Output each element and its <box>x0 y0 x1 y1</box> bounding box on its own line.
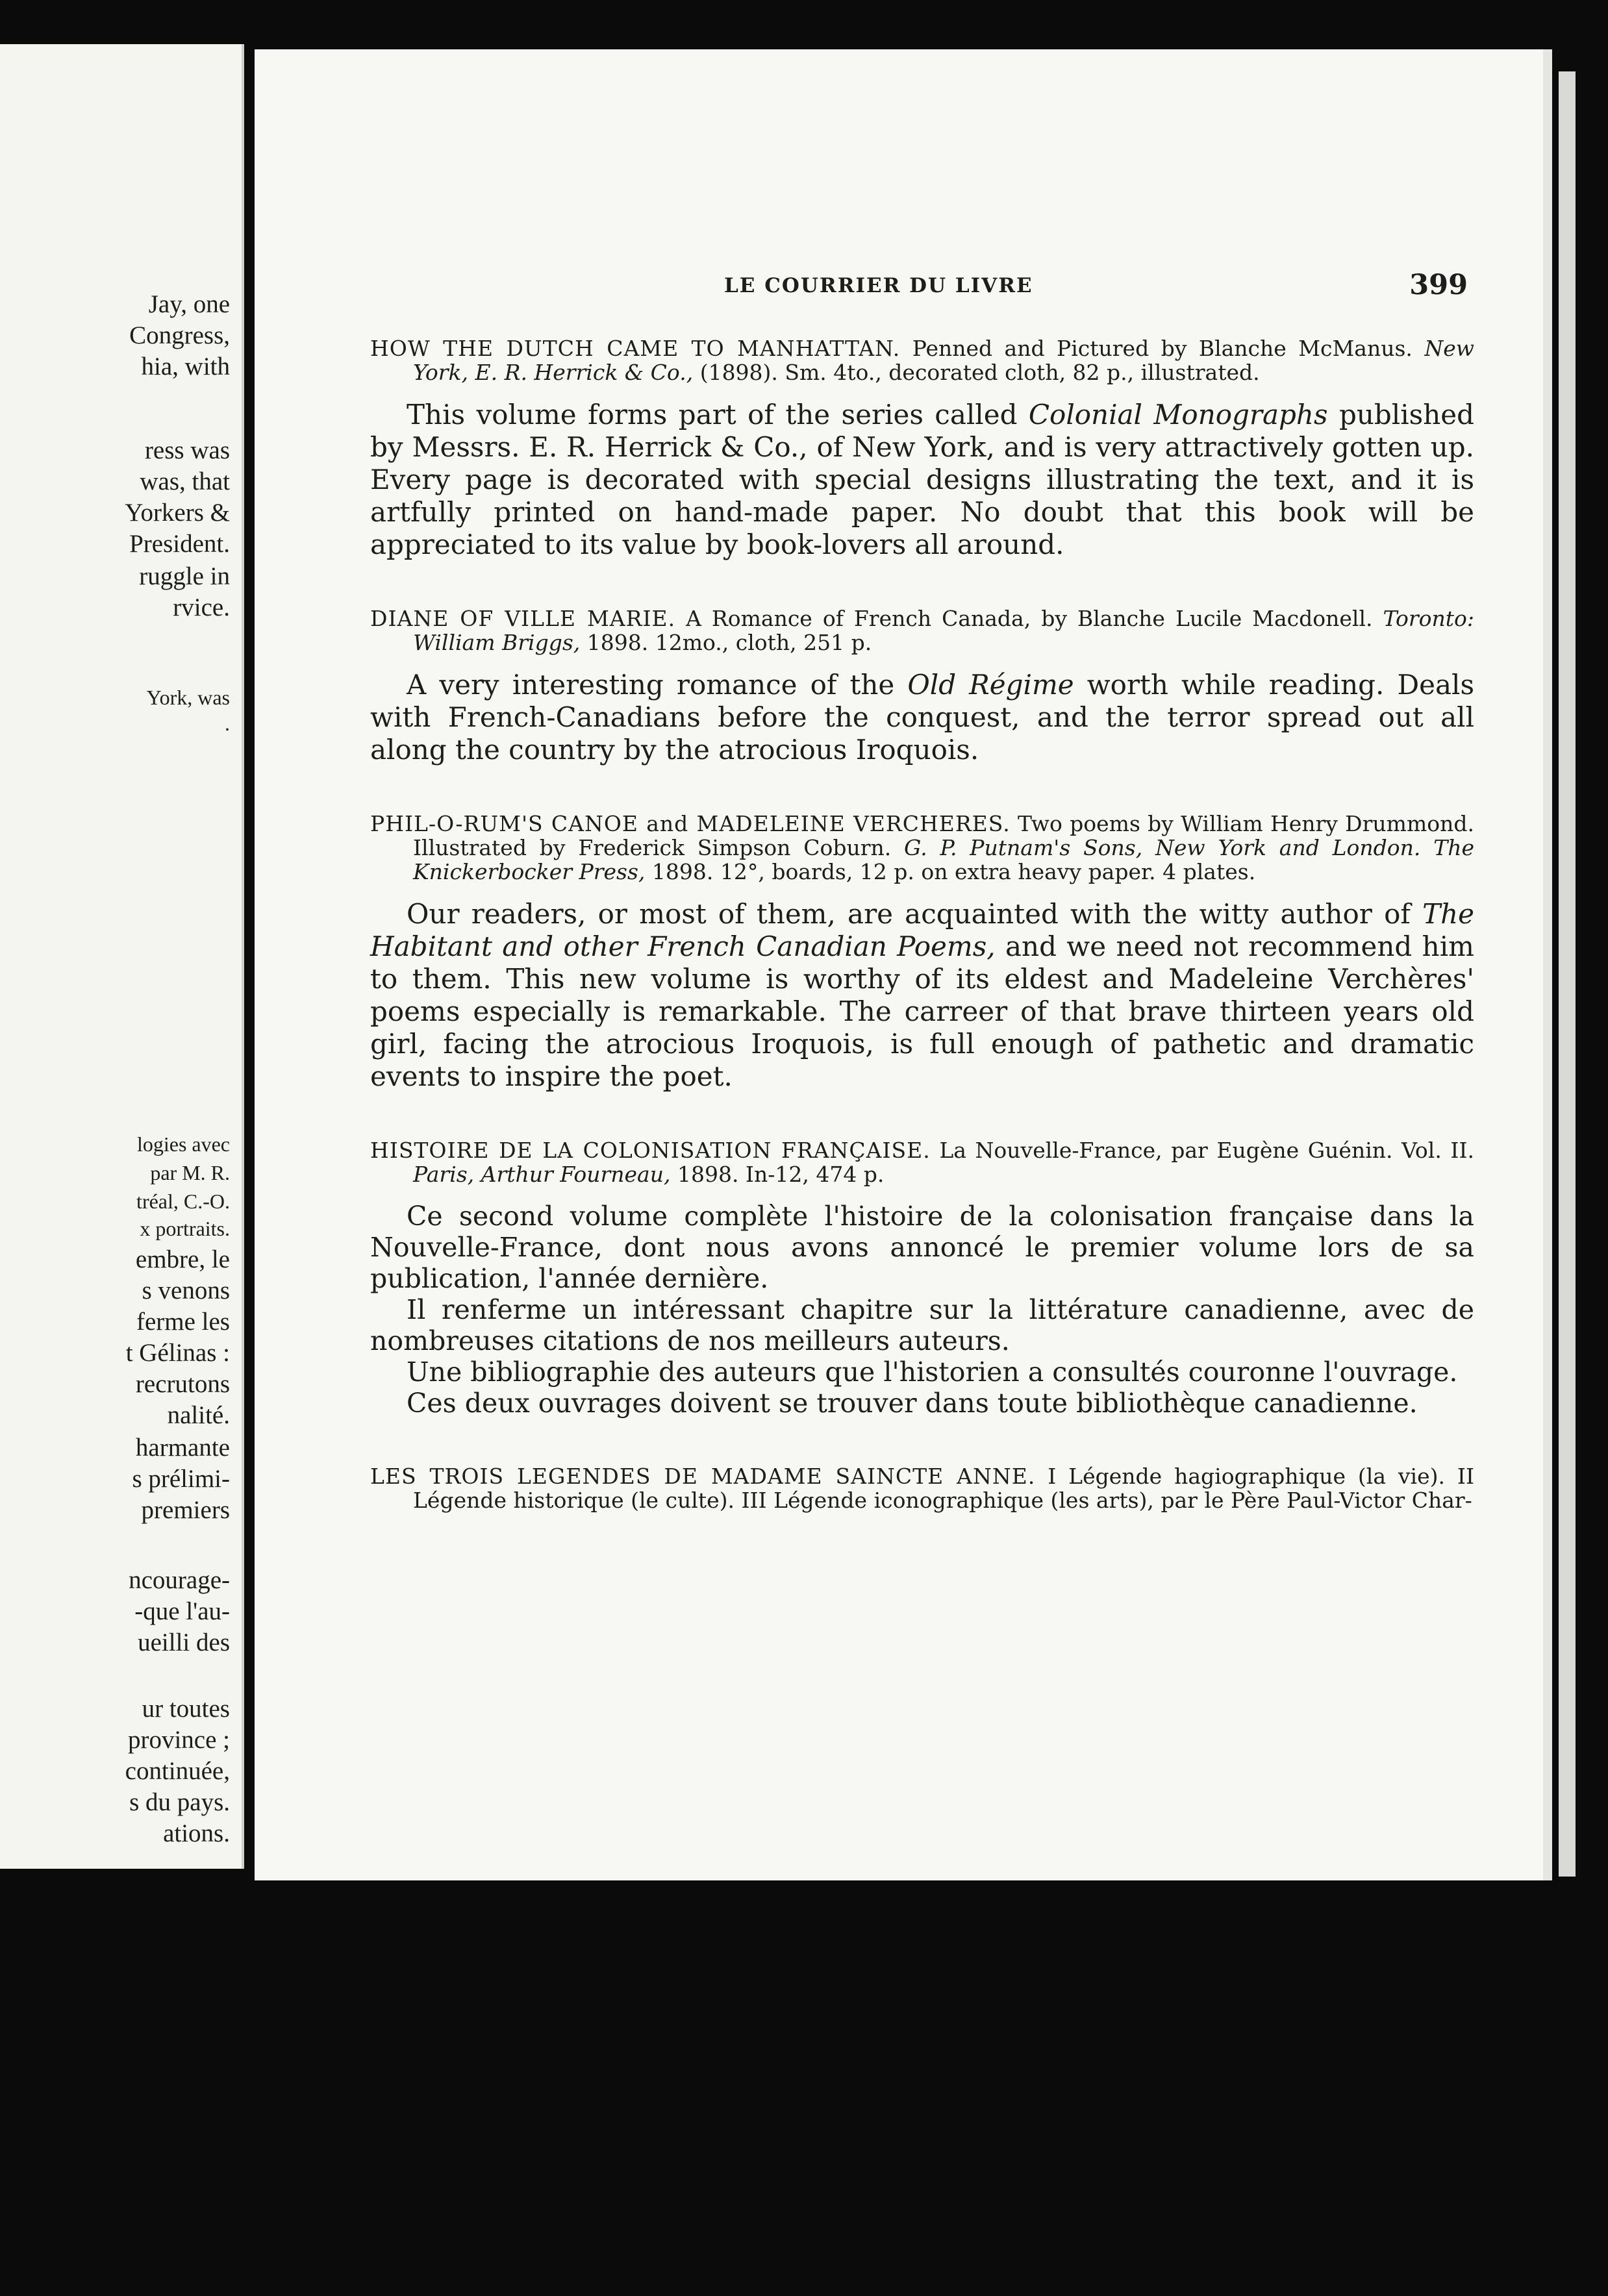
left-page-line: -que l'au- <box>134 1597 230 1625</box>
italic-title: The Habitant and other French Canadian Poems, <box>370 898 1474 962</box>
entry-title: LES TROIS LEGENDES DE MADAME SAINCTE ANNE. <box>370 1464 1036 1489</box>
review-text: This volume forms part of the series called <box>407 399 1029 430</box>
entry-heading <box>370 812 1474 884</box>
entry-heading <box>370 1464 1474 1512</box>
review-text: A very interesting romance of the <box>407 669 908 701</box>
entry-title: HISTOIRE DE LA COLONISATION FRANÇAISE. <box>370 1138 931 1163</box>
entry-details: 1898. In-12, 474 p. <box>670 1162 885 1187</box>
left-page-line: logies avec <box>136 1132 230 1156</box>
left-page-line: harmante <box>135 1434 230 1462</box>
entry-description: Two poems by William Henry Drummond. Illustrated by Frederick Simpson Coburn. <box>413 811 1474 860</box>
left-page-fragment <box>0 44 244 1869</box>
entry-description: Penned and Pictured by Blanche McManus. <box>900 336 1425 361</box>
review-text: Il renferme un intéressant chapitre sur la littérature canadienne, avec de nombreuses citations de nos meilleurs auteurs. <box>370 1294 1474 1356</box>
review-paragraph <box>370 1294 1474 1356</box>
italic-title: Colonial Monographs <box>1028 399 1328 430</box>
left-page-line: t Gélinas : <box>125 1339 230 1367</box>
entry-details: 1898. 12mo., cloth, 251 p. <box>580 630 872 655</box>
page-edge <box>1559 71 1576 1877</box>
entry-heading <box>370 606 1474 655</box>
left-page-line: premiers <box>141 1496 230 1524</box>
review-text: published by Messrs. E. R. Herrick & Co., of New York, and is very attractively gotten up. Every page is decorated with special designs illustrating the text, and it is artfully printed on hand-made paper. No doubt that this book will be appreciated to its value by book-lovers all around. <box>370 399 1474 560</box>
entry-imprint: New York, E. R. Herrick & Co., <box>413 336 1474 385</box>
running-title: LE COURRIER DU LIVRE <box>724 274 1033 297</box>
entry-title: HOW THE DUTCH CAME TO MANHATTAN. <box>370 336 901 361</box>
review-paragraph <box>370 669 1474 766</box>
review-text: Our readers, or most of them, are acquainted with the witty author of <box>407 898 1423 930</box>
left-page-line: . <box>225 712 230 735</box>
entry-review <box>370 898 1474 1093</box>
review-paragraph <box>370 1388 1474 1419</box>
page-number: 399 <box>1409 269 1468 301</box>
left-page-line: s venons <box>142 1277 230 1304</box>
left-page-line: ur toutes <box>142 1695 230 1723</box>
left-page-line: x portraits. <box>140 1217 230 1240</box>
review-paragraph <box>370 399 1474 561</box>
left-page-line: recrutons <box>135 1370 230 1398</box>
left-page-line: continuée, <box>125 1757 230 1785</box>
entry-review <box>370 1201 1474 1419</box>
left-page-line: ations. <box>163 1819 230 1847</box>
review-text: Ces deux ouvrages doivent se trouver dans toute bibliothèque canadienne. <box>407 1388 1418 1419</box>
left-page-line: rvice. <box>173 593 230 621</box>
left-page-line: embre, le <box>135 1245 230 1273</box>
bibliography-entries <box>370 336 1474 1512</box>
left-page-line: Congress, <box>129 321 230 349</box>
entry-heading <box>370 1138 1474 1186</box>
left-page-line: ueilli des <box>138 1628 230 1656</box>
entry-description: La Nouvelle-France, par Eugène Guénin. Vol. II. <box>930 1138 1474 1163</box>
review-text: worth while reading. Deals with French-Canadians before the conquest, and the terror spread out all along the country by the atrocious Iroquois. <box>370 669 1474 766</box>
review-paragraph <box>370 1356 1474 1388</box>
left-page-line: ruggle in <box>139 562 230 590</box>
entry-heading <box>370 336 1474 384</box>
review-text: Ce second volume complète l'histoire de la colonisation française dans la Nouvelle-France, dont nous avons annoncé le premier volume lors de sa publication, l'année dernière. <box>370 1201 1474 1294</box>
left-page-line: was, that <box>140 468 230 495</box>
review-paragraph <box>370 1201 1474 1294</box>
entry-description: I Légende hagiographique (la vie). II Légende historique (le culte). III Légende iconographique (les arts), par le Père Paul-Victor Char- <box>413 1464 1474 1513</box>
entry-description: A Romance of French Canada, by Blanche Lucile Macdonell. <box>675 606 1383 631</box>
right-page <box>255 49 1552 1880</box>
entry-title: PHIL-O-RUM'S CANOE and MADELEINE VERCHERES. <box>370 811 1011 836</box>
left-page-line: Yorkers & <box>125 499 230 527</box>
left-page-line: ncourage- <box>129 1566 230 1594</box>
left-page-line: ferme les <box>136 1308 230 1336</box>
review-text: Une bibliographie des auteurs que l'historien a consultés couronne l'ouvrage. <box>407 1356 1458 1388</box>
running-head <box>370 269 1474 319</box>
left-page-line: hia, with <box>141 353 230 381</box>
review-paragraph <box>370 898 1474 1093</box>
entry-review <box>370 669 1474 766</box>
left-page-line: s prélimi- <box>132 1465 230 1493</box>
left-page-line: Jay, one <box>148 290 230 318</box>
left-page-line: ress was <box>144 436 230 464</box>
entry-details: 1898. 12°, boards, 12 p. on extra heavy paper. 4 plates. <box>645 859 1256 884</box>
entry-title: DIANE OF VILLE MARIE. <box>370 606 676 631</box>
italic-title: Old Régime <box>907 669 1074 701</box>
left-page-line: tréal, C.-O. <box>136 1190 230 1213</box>
entry-details: (1898). Sm. 4to., decorated cloth, 82 p., illustrated. <box>693 360 1260 385</box>
review-text: and we need not recommend him to them. This new volume is worthy of its eldest and Madeleine Verchères' poems especially is remarkable. The carreer of that brave thirteen years old girl, facing the atrocious Iroquois, is full enough of pathetic and dramatic events to inspire the poet. <box>370 930 1474 1092</box>
entry-imprint: Paris, Arthur Fourneau, <box>413 1162 671 1187</box>
left-page-line: President. <box>129 530 230 558</box>
left-page-line: s du pays. <box>129 1788 230 1816</box>
left-page-line: York, was <box>146 686 230 709</box>
left-page-line: province ; <box>127 1726 230 1754</box>
entry-review <box>370 399 1474 561</box>
page-content <box>370 269 1475 1527</box>
left-page-line: nalité. <box>167 1401 230 1429</box>
entry-imprint: Toronto: William Briggs, <box>413 606 1474 655</box>
entry-imprint: G. P. Putnam's Sons, New York and London. The Knickerbocker Press, <box>413 835 1475 884</box>
left-page-line: par M. R. <box>150 1161 230 1184</box>
